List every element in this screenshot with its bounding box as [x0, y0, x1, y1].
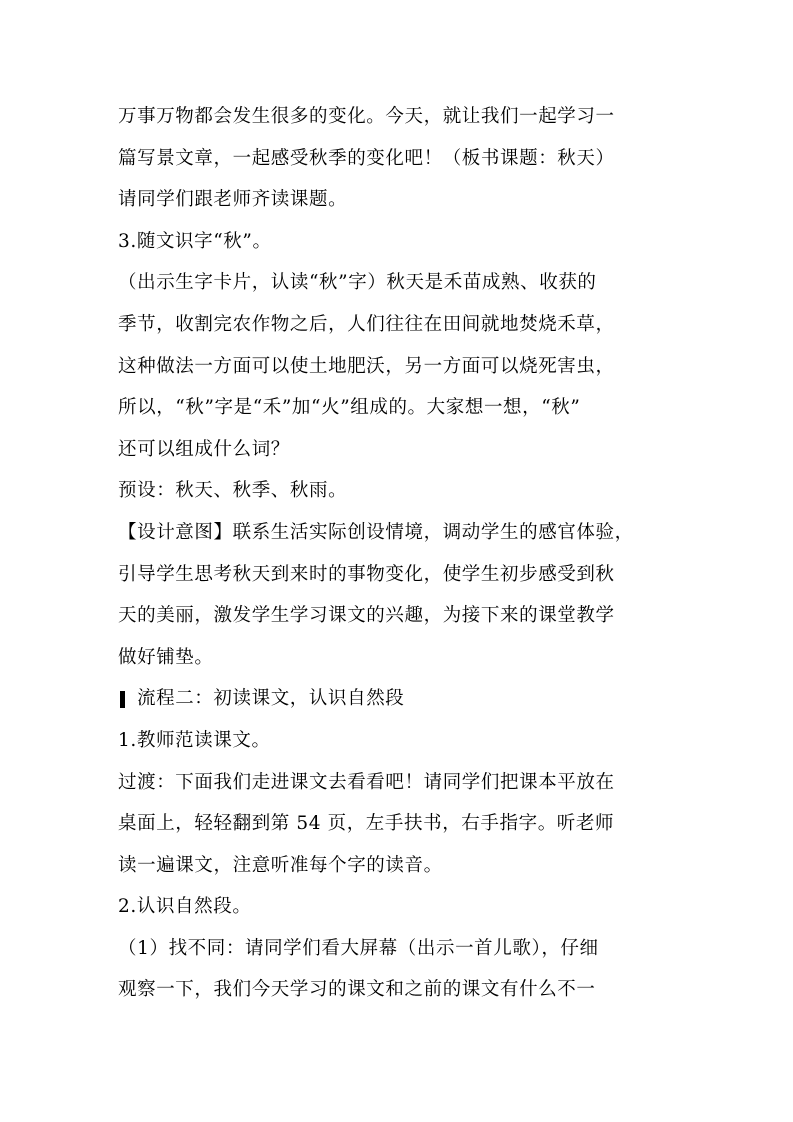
step-heading: 2.认识自然段。 — [118, 896, 252, 918]
paragraph-line: 请同学们跟老师齐读课题。 — [118, 189, 348, 211]
paragraph-line: 所以，“秋”字是“禾”加“火”组成的。大家想一想，“秋” — [118, 397, 581, 419]
paragraph-line: 预设：秋天、秋季、秋雨。 — [118, 480, 348, 502]
design-intent-line: 天的美丽，激发学生学习课文的兴趣，为接下来的课堂教学 — [118, 605, 615, 627]
paragraph-line: 季节，收割完农作物之后，人们往往在田间就地焚烧禾草， — [118, 313, 615, 335]
section-heading — [118, 678, 678, 720]
section-heading-text: 流程二：初读课文，认识自然段 — [137, 688, 405, 710]
section-marker-icon — [120, 691, 125, 708]
paragraph-line: （1）找不同：请同学们看大屏幕（出示一首儿歌），仔细 — [118, 937, 599, 959]
document-body — [118, 96, 678, 1011]
paragraph-line: 读一遍课文，注意听准每个字的读音。 — [118, 854, 443, 876]
paragraph-line: 过渡：下面我们走进课文去看看吧！请同学们把课本平放在 — [118, 771, 615, 793]
design-intent-line: 【设计意图】联系生活实际创设情境，调动学生的感官体验， — [118, 521, 634, 543]
paragraph-line: 还可以组成什么词？ — [118, 438, 290, 460]
design-intent-line: 做好铺垫。 — [118, 646, 214, 668]
design-intent-line: 引导学生思考秋天到来时的事物变化，使学生初步感受到秋 — [118, 563, 615, 585]
paragraph-line: 观察一下，我们今天学习的课文和之前的课文有什么不一 — [118, 979, 596, 1001]
paragraph-line: 万事万物都会发生很多的变化。今天，就让我们一起学习一 — [118, 106, 615, 127]
paragraph-line: 篇写景文章，一起感受秋季的变化吧！（板书课题：秋天） — [118, 147, 615, 169]
paragraph-line: 这种做法一方面可以使土地肥沃，另一方面可以烧死害虫， — [118, 355, 615, 377]
step-heading: 3.随文识字“秋”。 — [118, 230, 272, 252]
step-heading: 1.教师范读课文。 — [118, 729, 271, 751]
paragraph-line: 桌面上，轻轻翻到第 54 页，左手扶书，右手指字。听老师 — [118, 813, 615, 835]
paragraph-line: （出示生字卡片，认读“秋”字）秋天是禾苗成熟、收获的 — [118, 272, 597, 294]
